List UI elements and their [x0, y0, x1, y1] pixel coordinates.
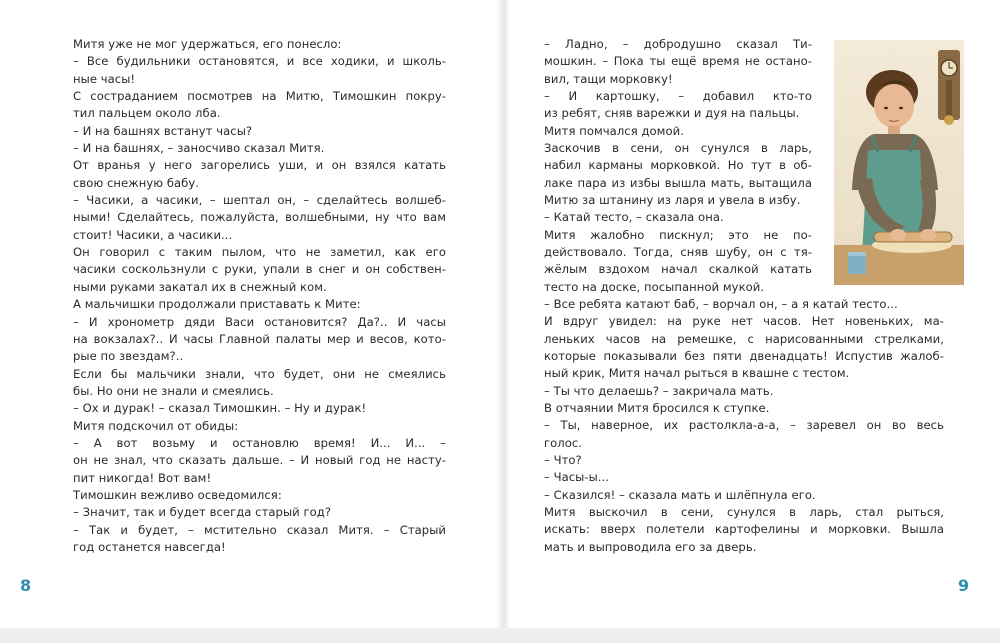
text-line: – А вот возьму и остановлю время! И... И... –	[73, 435, 446, 450]
text-line: из ребят, сняв варежки и дуя на пальцы.	[544, 106, 800, 121]
text-line: – Ладно, – добродушно сказал Ти-	[544, 37, 812, 51]
boy-rolling-dough-illustration	[834, 40, 964, 285]
text-line: В отчаянии Митя бросился к ступке.	[544, 401, 770, 416]
text-line: – Сказился! – сказала мать и шлёпнула его.	[544, 487, 816, 502]
text-line: – Ты что делаешь? – закричала мать.	[544, 383, 774, 398]
text-line: действовало. Тогда, сняв шубу, он с тя-	[544, 245, 812, 260]
text-line: ными! Сделайтесь, пожалуйста, волшебными, ну что вам	[73, 210, 446, 225]
text-line: голос.	[544, 435, 583, 450]
text-line: стоит! Часики, а часики...	[73, 227, 233, 242]
book-gutter	[496, 0, 510, 628]
text-line: год останется навсегда!	[73, 539, 226, 554]
text-line: Митя помчался домой.	[544, 123, 684, 138]
text-line: Тимошкин вежливо осведомился:	[73, 487, 282, 502]
text-line: – Что?	[544, 453, 582, 468]
text-line: – Значит, так и будет всегда старый год?	[73, 505, 332, 520]
text-line: – И на башнях встанут часы?	[73, 123, 253, 138]
text-line: Заскочив в сени, он сунулся в ларь,	[544, 141, 812, 156]
left-page-text	[73, 36, 446, 556]
text-line: – Ты, наверное, их растолкла-а-а, – заревел он во весь	[544, 418, 944, 433]
text-line: Митя подскочил от обиды:	[73, 418, 239, 433]
right-page-text-bottom	[544, 296, 944, 556]
text-line: лаке пара из избы вышла мать, вытащила	[544, 175, 812, 190]
text-line: – Так и будет, – мстительно сказал Митя. – Старый	[73, 522, 446, 537]
text-line: Митя уже не мог удержаться, его понесло:	[73, 37, 342, 51]
text-line: – И на башнях, – заносчиво сказал Митя.	[73, 141, 325, 156]
text-line: ный крик, Митя начал рыться в квашне с тестом.	[544, 366, 850, 381]
text-line: свою снежную бабу.	[73, 175, 200, 190]
text-line: – И хронометр дяди Васи остановится? Да?.. И часы	[73, 314, 446, 329]
text-line: – Все ребята катают баб, – ворчал он, – а я катай тесто...	[544, 297, 898, 311]
text-line: ными руками закатал их в снежный ком.	[73, 279, 327, 294]
text-line: которые показывали без пяти двенадцать! Испустив жалоб-	[544, 349, 944, 364]
text-line: вил, тащи морковку!	[544, 71, 673, 86]
text-line: От вранья у него загорелись уши, и он взялся катать	[73, 158, 446, 173]
page-number-right: 9	[958, 576, 970, 595]
text-line: – Часики, а часики, – шептал он, – сделайтесь волшеб-	[73, 193, 446, 208]
text-line: тил пальцем около лба.	[73, 106, 221, 121]
right-page-text-top	[544, 36, 812, 296]
text-line: часики соскользнули с руки, упали в снег и он собствен-	[73, 262, 446, 277]
text-line: И вдруг увидел: на руке нет часов. Нет новеньких, ма-	[544, 314, 944, 329]
text-line: Митя выскочил в сени, сунулся в ларь, стал рыться,	[544, 505, 944, 520]
text-line: искать: вверх полетели картофелины и морковки. Вышла	[544, 522, 944, 537]
text-line: тесто на доске, посыпанной мукой.	[544, 279, 765, 294]
text-line: пит никогда! Вот вам!	[73, 470, 212, 485]
text-line: мошкин. – Пока ты ещё время не остано-	[544, 54, 812, 69]
text-line: жёлым вздохом начал скалкой катать	[544, 262, 812, 277]
viewer-bottom-edge	[0, 628, 1000, 643]
text-line: набил карманы морковкой. Но тут в об-	[544, 158, 812, 173]
text-line: Он говорил с таким пылом, что не заметил, как его	[73, 245, 446, 260]
text-line: – Ох и дурак! – сказал Тимошкин. – Ну и дурак!	[73, 401, 367, 416]
text-line: А мальчишки продолжали приставать к Мите:	[73, 297, 361, 312]
text-line: бы. Но они не знали и смеялись.	[73, 383, 274, 398]
text-line: Если бы мальчики знали, что будет, они не смеялись	[73, 366, 446, 381]
text-line: Митя жалобно пискнул; это не по-	[544, 227, 812, 242]
text-line: – Часы-ы...	[544, 470, 610, 485]
text-line: мать и выпроводила его за дверь.	[544, 539, 757, 554]
text-line: – И картошку, – добавил кто-то	[544, 89, 812, 104]
text-line: Митю за штанину из ларя и увела в избу.	[544, 193, 801, 208]
text-line: – Все будильники остановятся, и все ходики, и школь-	[73, 54, 446, 69]
text-line: С состраданием посмотрев на Митю, Тимошкин покру-	[73, 89, 446, 104]
text-line: он не знал, что сказать дальше. – И новый год не насту-	[73, 453, 446, 468]
text-line: – Катай тесто, – сказала она.	[544, 210, 724, 225]
text-line: леньких часов на ремешке, с нарисованными стрелками,	[544, 331, 944, 346]
text-line: ные часы!	[73, 71, 136, 86]
text-line: на вокзалах?.. И часы Главной палаты мер и весов, кото-	[73, 331, 446, 346]
page-number-left: 8	[20, 576, 32, 595]
text-line: рые по звездам?..	[73, 349, 184, 364]
